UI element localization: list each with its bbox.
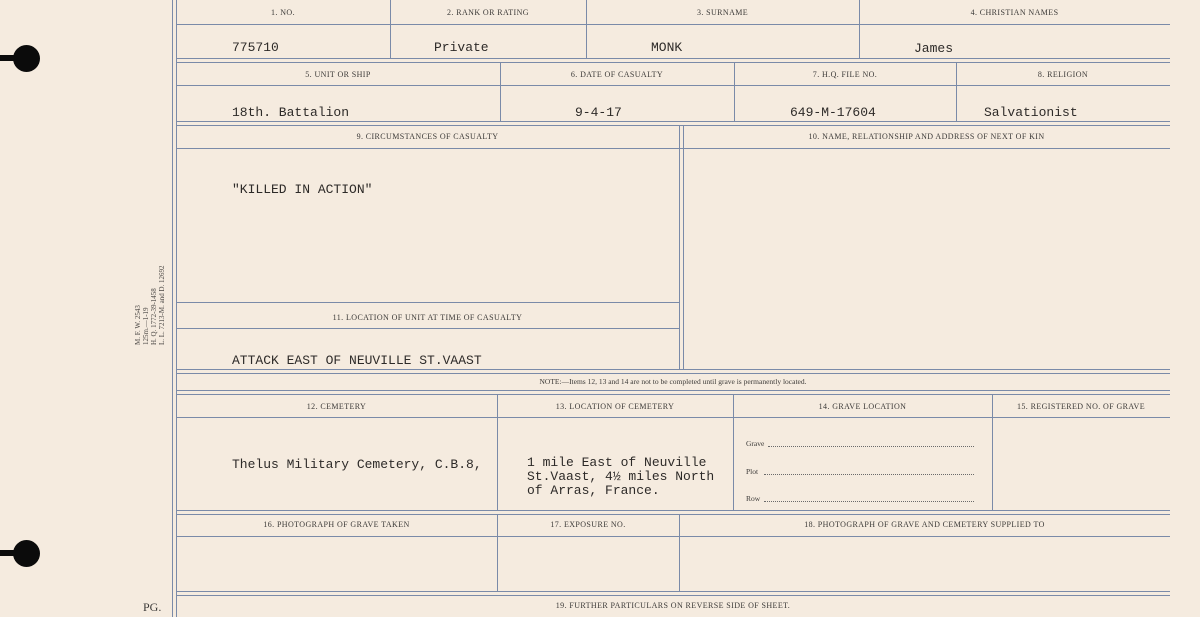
row5-top	[176, 510, 1170, 515]
header-rank: 2. RANK OR RATING	[447, 8, 529, 17]
header-hq-file: 7. H.Q. FILE NO.	[812, 70, 878, 79]
value-religion: Salvationist	[984, 105, 1078, 120]
row2-header-line	[176, 85, 1170, 86]
row5-header-line	[176, 536, 1170, 537]
header-next-of-kin: 10. NAME, RELATIONSHIP AND ADDRESS OF NEXT OF KIN	[808, 132, 1045, 141]
header-grave-location: 14. GRAVE LOCATION	[818, 402, 907, 411]
value-no: 775710	[232, 40, 279, 55]
row-label: Row	[746, 494, 761, 503]
value-cemetery: Thelus Military Cemetery, C.B.8,	[232, 457, 482, 472]
note-top	[176, 369, 1170, 374]
header-unit: 5. UNIT OR SHIP	[305, 70, 371, 79]
value-location-cemetery-3: of Arras, France.	[527, 483, 660, 498]
punch-hole-top	[13, 45, 40, 72]
item11-header-line	[176, 328, 679, 329]
header-circumstances: 9. CIRCUMSTANCES OF CASUALTY	[356, 132, 499, 141]
row3-header-line	[176, 148, 1170, 149]
corner-mark: PG.	[143, 600, 162, 614]
header-exposure: 17. EXPOSURE NO.	[550, 520, 626, 529]
plot-dotted-line	[764, 474, 974, 475]
row1-bottom	[176, 58, 1170, 63]
item11-top	[176, 302, 679, 303]
row4-sep-1	[497, 395, 498, 510]
value-location-unit: ATTACK EAST OF NEUVILLE ST.VAAST	[232, 353, 482, 368]
header-photo-taken: 16. PHOTOGRAPH OF GRAVE TAKEN	[263, 520, 410, 529]
row3-divider-a	[679, 125, 680, 369]
header-registered-no: 15. REGISTERED NO. OF GRAVE	[1017, 402, 1145, 411]
value-location-cemetery-1: 1 mile East of Neuville	[527, 455, 707, 470]
row2-bottom	[176, 121, 1170, 126]
form-code-3: H. Q. 1772-39-1458	[150, 288, 158, 345]
header-no: 1. NO.	[271, 8, 295, 17]
header-further: 19. FURTHER PARTICULARS ON REVERSE SIDE OF SHEET.	[555, 601, 791, 610]
value-christian: James	[914, 41, 954, 56]
grave-dotted-line	[768, 446, 974, 447]
header-religion: 8. RELIGION	[1037, 70, 1089, 79]
header-date: 6. DATE OF CASUALTY	[570, 70, 664, 79]
value-rank: Private	[434, 40, 489, 55]
margin-line-1	[172, 0, 173, 617]
value-hq-file: 649-M-17604	[790, 105, 876, 120]
form-code-1: M. F. W. 2543	[134, 305, 142, 345]
note-bottom	[176, 390, 1170, 395]
value-date: 9-4-17	[575, 105, 622, 120]
form-code-4: L. L. 7213-M. and D. 12692	[158, 265, 166, 345]
plot-label: Plot	[746, 467, 759, 476]
header-photo-supplied: 18. PHOTOGRAPH OF GRAVE AND CEMETERY SUPPLIED TO	[804, 520, 1045, 529]
row6-top	[176, 591, 1170, 596]
punch-hole-bottom	[13, 540, 40, 567]
header-location-unit: 11. LOCATION OF UNIT AT TIME OF CASUALTY	[332, 313, 523, 322]
header-cemetery: 12. CEMETERY	[306, 402, 367, 411]
value-circumstances: "KILLED IN ACTION"	[232, 182, 373, 197]
row4-sep-3	[992, 395, 993, 510]
row3-divider-b	[683, 125, 684, 369]
value-surname: MONK	[651, 40, 683, 55]
row-dotted-line	[764, 501, 974, 502]
header-surname: 3. SURNAME	[696, 8, 749, 17]
header-location-cemetery: 13. LOCATION OF CEMETERY	[555, 402, 675, 411]
row4-sep-2	[733, 395, 734, 510]
note-text: NOTE:—Items 12, 13 and 14 are not to be completed until grave is permanently located.	[539, 377, 807, 386]
value-unit: 18th. Battalion	[232, 105, 350, 120]
row4-header-line	[176, 417, 1170, 418]
form-code-2: 125m.—1-19	[142, 307, 150, 345]
header-christian: 4. CHRISTIAN NAMES	[970, 8, 1059, 17]
value-location-cemetery-2: St.Vaast, 4½ miles North	[527, 469, 715, 484]
grave-label: Grave	[746, 439, 765, 448]
row1-header-line	[176, 24, 1170, 25]
